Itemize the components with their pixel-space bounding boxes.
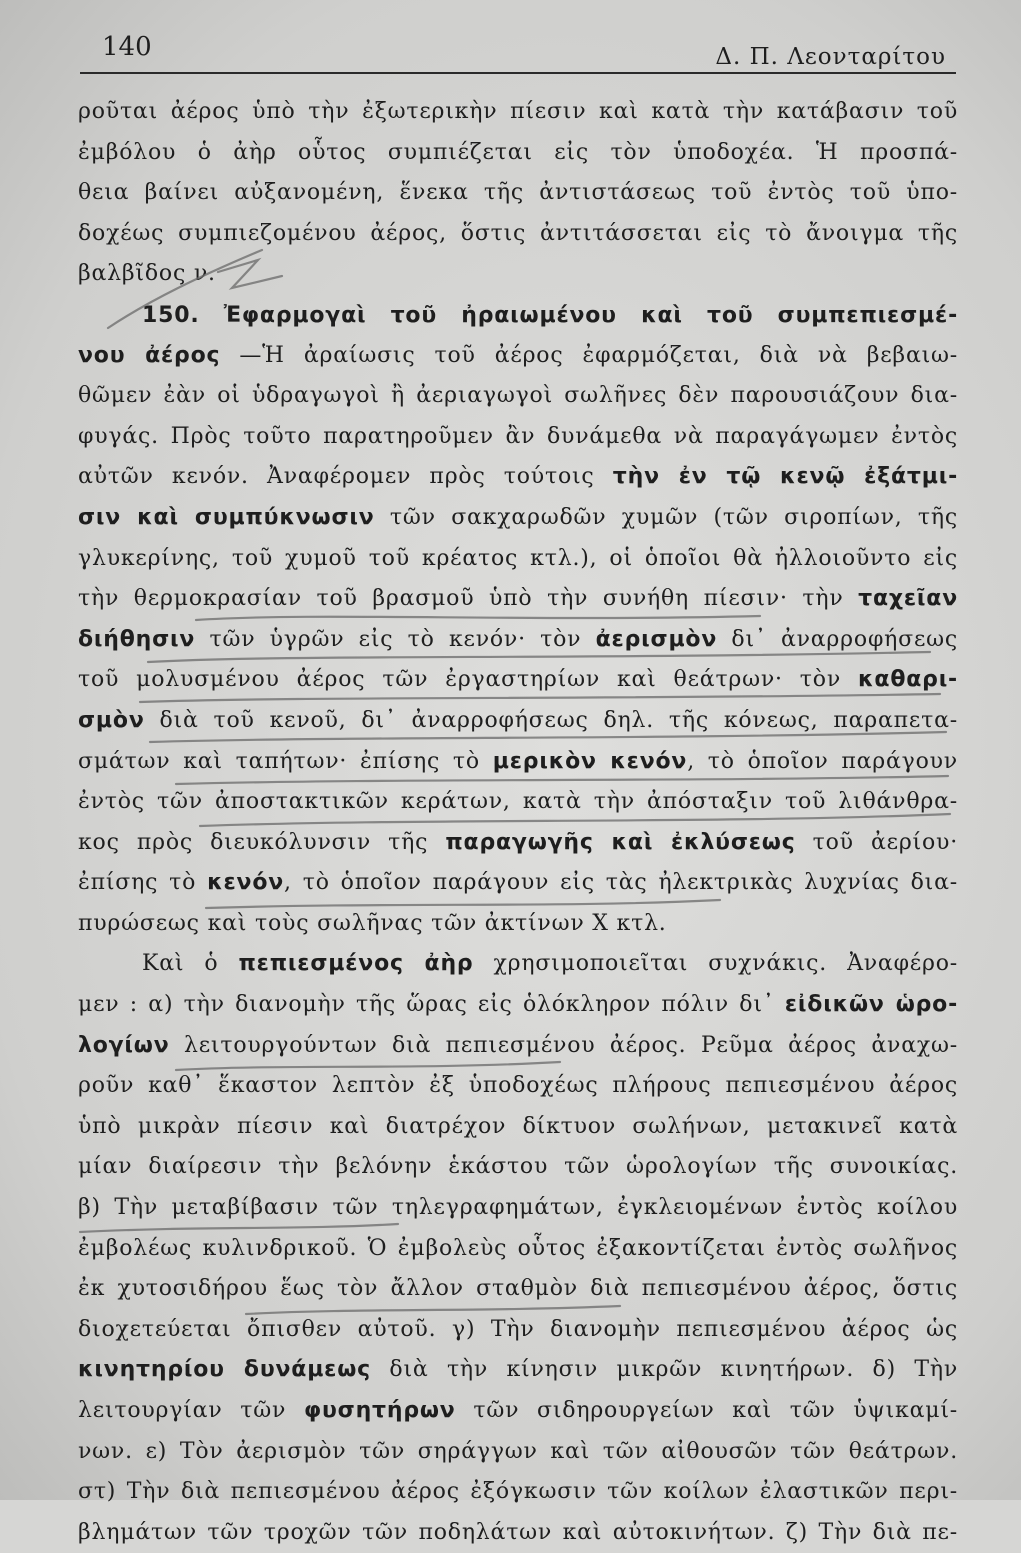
bold-term: πεπιεσμένος ἀὴρ bbox=[238, 951, 474, 977]
text-line bbox=[78, 823, 958, 864]
text-line bbox=[78, 1229, 958, 1270]
text-run: δι᾽ ἀναρροφήσεως bbox=[717, 626, 958, 652]
text-run: βαλβῖδος ν. bbox=[78, 261, 216, 287]
page-header bbox=[80, 28, 956, 78]
bold-term: παραγωγῆς καὶ ἐκλύσεως bbox=[445, 829, 796, 855]
bold-term: ταχεῖαν bbox=[858, 586, 958, 612]
text-run: τοῦ ἀερίου· bbox=[795, 829, 958, 855]
text-run: σμάτων καὶ ταπήτων· ἐπίσης τὸ bbox=[78, 748, 493, 774]
text-line bbox=[78, 1391, 958, 1432]
text-line bbox=[78, 498, 958, 539]
text-run: μίαν διαίρεσιν τὴν βελόνην ἑκάστου τῶν ὡρολογίων τῆς συνοικίας. bbox=[78, 1154, 958, 1180]
text-run: νων. ε) Τὸν ἀερισμὸν τῶν σηράγγων καὶ τῶν αἰθουσῶν τῶν θεάτρων. bbox=[78, 1438, 958, 1464]
header-rule bbox=[80, 72, 956, 74]
text-run: β) Τὴν μεταβίβασιν τῶν τηλεγραφημάτων, ἐγκλειομένων ἐντὸς κοίλου bbox=[78, 1195, 958, 1221]
text-run: τῶν ὑγρῶν εἰς τὸ κενόν· τὸν bbox=[195, 626, 596, 652]
bold-term: 150. Ἐφαρμογαὶ τοῦ ἠραιωμένου καὶ τοῦ συμπεπιεσμέ- bbox=[142, 302, 958, 328]
text-run: λειτουργούντων διὰ πεπιεσμένου ἀέρος. Ρεῦμα ἀέρος ἀναχω- bbox=[169, 1032, 958, 1058]
text-run: θεια βαίνει αὐξανομένη, ἕνεκα τῆς ἀντιστάσεως τοῦ ἐντὸς τοῦ ὑπο- bbox=[78, 180, 958, 206]
text-run: θῶμεν ἐὰν οἱ ὑδραγωγοὶ ἢ ἀεριαγωγοὶ σωλῆνες δὲν παρουσιάζουν δια- bbox=[78, 383, 958, 409]
text-line bbox=[78, 1188, 958, 1229]
text-run: , τὸ ὁποῖον παράγουν εἰς τὰς ἠλεκτρικὰς λυχνίας δια- bbox=[284, 870, 958, 896]
text-line bbox=[78, 173, 958, 214]
text-run: τὴν θερμοκρασίαν τοῦ βρασμοῦ ὑπὸ τὴν συνήθη πίεσιν· τὴν bbox=[78, 586, 859, 612]
text-run: τοῦ μολυσμένου ἀέρος τῶν ἐργαστηρίων καὶ θεάτρων· τὸν bbox=[78, 667, 858, 693]
text-run: —Ἡ ἀραίωσις τοῦ ἀέρος ἐφαρμόζεται, διὰ νὰ βεβαιω- bbox=[220, 342, 958, 368]
text-line bbox=[78, 254, 958, 295]
text-line bbox=[78, 1269, 958, 1310]
bold-term: εἰδικῶν ὡρο- bbox=[784, 992, 958, 1018]
bold-term: κινητηρίου δυνάμεως bbox=[78, 1357, 371, 1383]
text-line bbox=[78, 985, 958, 1026]
body-text bbox=[78, 92, 958, 1553]
text-line bbox=[78, 214, 958, 255]
text-run: ροῦται ἀέρος ὑπὸ τὴν ἐξωτερικὴν πίεσιν καὶ κατὰ τὴν κατάβασιν τοῦ bbox=[78, 99, 958, 124]
text-run: αὐτῶν κενόν. Ἀναφέρομεν πρὸς τούτοις bbox=[78, 464, 613, 490]
bold-term: διήθησιν bbox=[78, 626, 196, 652]
bold-term: τὴν ἐν τῷ κενῷ ἐξάτμι- bbox=[612, 464, 958, 490]
bold-term: φυσητήρων bbox=[303, 1398, 456, 1423]
text-line bbox=[78, 782, 958, 823]
text-line bbox=[78, 1026, 958, 1067]
text-run: ἐμβολέως κυλινδρικοῦ. Ὁ ἐμβολεὺς οὗτος ἐξακοντίζεται ἐντὸς σωλῆνος bbox=[78, 1235, 958, 1261]
text-run: δοχέως συμπιεζομένου ἀέρος, ὅστις ἀντιτάσσεται εἰς τὸ ἄνοιγμα τῆς bbox=[78, 220, 958, 246]
text-run: βλημάτων τῶν τροχῶν τῶν ποδηλάτων καὶ αὐτοκινήτων. ζ) Τὴν διὰ πε- bbox=[78, 1519, 958, 1545]
text-line bbox=[78, 742, 958, 783]
text-line bbox=[78, 133, 958, 174]
text-run: πυρώσεως καὶ τοὺς σωλῆνας τῶν ἀκτίνων Χ κτλ. bbox=[78, 910, 667, 936]
text-run: ἐπίσης τὸ bbox=[78, 870, 208, 896]
text-run: διοχετεύεται ὄπισθεν αὐτοῦ. γ) Τὴν διανομὴν πεπιεσμένου ἀέρος ὡς bbox=[78, 1316, 958, 1342]
text-line bbox=[78, 660, 958, 701]
running-head: Δ. Π. Λεονταρίτου bbox=[715, 44, 946, 70]
text-run: ροῦν καθ᾽ ἕκαστον λεπτὸν ἐξ ὑποδοχέως πλήρους πεπιεσμένου ἀέρος bbox=[78, 1073, 958, 1099]
bold-term: καθαρι- bbox=[857, 667, 958, 693]
bold-term: νου ἀέρος bbox=[78, 342, 221, 368]
text-line bbox=[78, 1107, 958, 1148]
text-line bbox=[78, 539, 958, 580]
text-line bbox=[78, 579, 958, 620]
text-line bbox=[78, 1147, 958, 1188]
text-line bbox=[78, 701, 958, 742]
text-run: γλυκερίνης, τοῦ χυμοῦ τοῦ κρέατος κτλ.), οἱ ὁποῖοι θὰ ἠλλοιοῦντο εἰς bbox=[78, 545, 958, 571]
text-run: διὰ τὴν κίνησιν μικρῶν κινητήρων. δ) Τὴν bbox=[371, 1357, 958, 1383]
text-run: τῶν σακχαρωδῶν χυμῶν (τῶν σιροπίων, τῆς bbox=[374, 504, 958, 530]
text-run: ἐκ χυτοσιδήρου ἕως τὸν ἄλλον σταθμὸν διὰ πεπιεσμένου ἀέρος, ὅστις bbox=[78, 1276, 958, 1302]
text-line bbox=[78, 620, 958, 661]
text-line bbox=[78, 1066, 958, 1107]
text-run: ἐντὸς τῶν ἀποστακτικῶν κεράτων, κατὰ τὴν ἀπόσταξιν τοῦ λιθάνθρα- bbox=[78, 789, 958, 815]
text-line bbox=[78, 336, 958, 377]
text-run: Καὶ ὁ bbox=[142, 951, 239, 977]
text-run: λειτουργίαν τῶν bbox=[78, 1398, 304, 1423]
text-run: ἐμβόλου ὁ ἀὴρ οὗτος συμπιέζεται εἰς τὸν ὑποδοχέα. Ἡ προσπά- bbox=[78, 139, 958, 165]
text-line bbox=[78, 1432, 958, 1473]
text-run: στ) Τὴν διὰ πεπιεσμένου ἀέρος ἐξόγκωσιν τῶν κοίλων ἐλαστικῶν περι- bbox=[78, 1479, 958, 1505]
text-line bbox=[78, 92, 958, 133]
section-heading-line bbox=[78, 295, 958, 336]
text-line bbox=[78, 1513, 958, 1553]
bold-term: μερικὸν κενόν bbox=[492, 748, 688, 774]
text-run: ὑπὸ μικρὰν πίεσιν καὶ διατρέχον δίκτυον σωλήνων, μετακινεῖ κατὰ bbox=[78, 1113, 958, 1139]
bold-term: κενόν bbox=[207, 870, 285, 896]
text-line bbox=[78, 417, 958, 458]
text-line bbox=[78, 1472, 958, 1513]
text-line bbox=[78, 863, 958, 904]
text-run: , τὸ ὁποῖον παράγουν bbox=[687, 748, 958, 774]
text-run: μεν : α) τὴν διανομὴν τῆς ὥρας εἰς ὁλόκληρον πόλιν δι᾽ bbox=[78, 992, 785, 1018]
bold-term: λογίων bbox=[78, 1032, 170, 1058]
text-line bbox=[78, 1350, 958, 1391]
text-run: διὰ τοῦ κενοῦ, δι᾽ ἀναρροφήσεως δηλ. τῆς κόνεως, παραπετα- bbox=[144, 707, 958, 733]
text-run: χρησιμοποιεῖται συχνάκις. Ἀναφέρο- bbox=[473, 951, 958, 977]
text-line bbox=[78, 944, 958, 985]
text-run: τῶν σιδηρουργείων καὶ τῶν ὑψικαμί- bbox=[455, 1398, 958, 1423]
bold-term: σμὸν bbox=[78, 707, 145, 733]
text-run: φυγάς. Πρὸς τοῦτο παρατηροῦμεν ἂν δυνάμεθα νὰ παραγάγωμεν ἐντὸς bbox=[78, 423, 958, 449]
text-line bbox=[78, 904, 958, 945]
bold-term: σιν καὶ συμπύκνωσιν bbox=[78, 504, 375, 530]
text-run: κος πρὸς διευκόλυνσιν τῆς bbox=[78, 829, 446, 855]
text-line bbox=[78, 1310, 958, 1351]
text-line bbox=[78, 376, 958, 417]
page-number: 140 bbox=[102, 32, 152, 62]
text-line bbox=[78, 457, 958, 498]
bold-term: ἀερισμὸν bbox=[595, 626, 718, 652]
